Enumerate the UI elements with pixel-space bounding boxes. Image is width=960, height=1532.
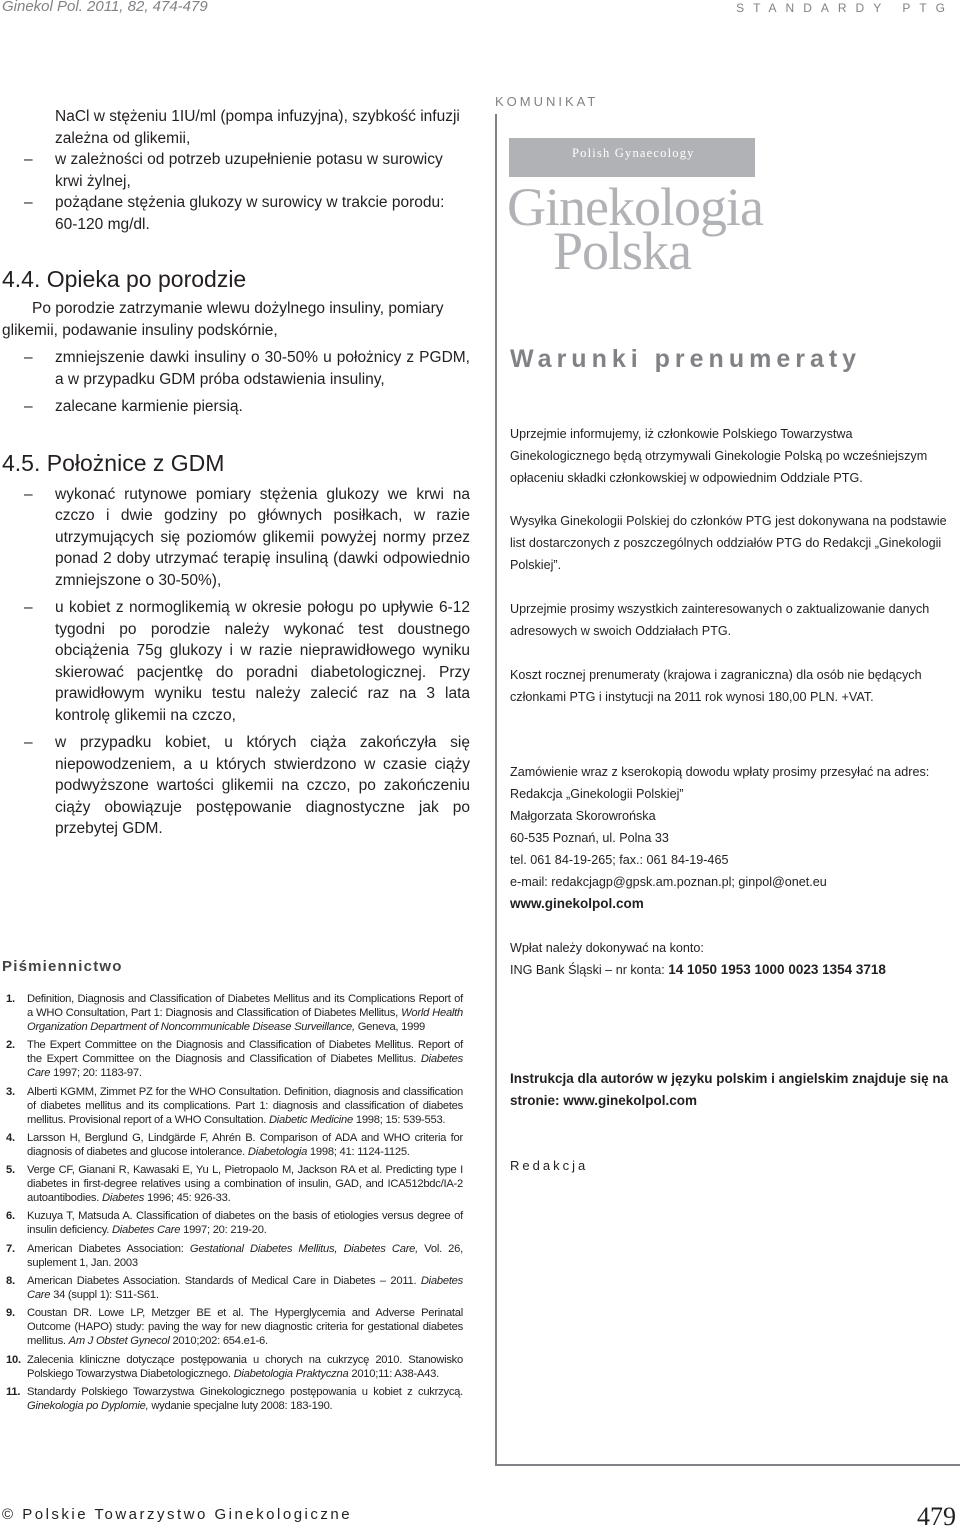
reference-item: 4. Larsson H, Berglund G, Lindgärde F, Ahrén B. Comparison of ADA and WHO criteria for diagnosis of diabetes and glucose intolerance. Diabetologia 1998; 41: 1124-1125. bbox=[6, 1131, 463, 1158]
references-list bbox=[0, 992, 463, 1417]
komunikat-label: KOMUNIKAT bbox=[495, 94, 599, 109]
phone-fax: tel. 061 84-19-265; fax.: 061 84-19-465 bbox=[510, 853, 729, 867]
author-instructions: Instrukcja dla autorów w języku polskim i angielskim znajduje się na stronie: www.ginekolpol.com bbox=[510, 1071, 949, 1108]
reference-item: 7. American Diabetes Association: Gestational Diabetes Mellitus, Diabetes Care, Vol. 26, suplement 1, Jan. 2003 bbox=[6, 1242, 463, 1269]
logo-title-2: Polska bbox=[553, 221, 692, 281]
reference-item: 1. Definition, Diagnosis and Classification of Diabetes Mellitus and its Complications Report of a WHO Consultation, Part 1: Diagnosis and Classification of Diabetes Mellitus, World Health Organization Department of Noncommunicable Disease Surveillance, Geneva, 1999 bbox=[6, 993, 463, 1033]
reference-item: 5. Verge CF, Gianani R, Kawasaki E, Yu L, Pietropaolo M, Jackson RA et al. Predicting type I diabetes in first-degree relatives using a combination of insulin, GAD, and ICA512bdc/IA-2 autoantibodies. Diabetes 1996; 45: 926-33. bbox=[6, 1164, 463, 1205]
bank-line bbox=[510, 959, 950, 981]
potas-item: – w zależności od potrzeb uzupełnienie potasu w surowicy krwi żylnej, bbox=[0, 149, 470, 192]
section-4-4-item: – zalecane karmienie piersią. bbox=[0, 396, 470, 418]
reference-number: 10. bbox=[6, 1353, 21, 1366]
website-link[interactable]: www.ginekolpol.com bbox=[510, 896, 644, 911]
section-4-4-intro: Po porodzie zatrzymanie wlewu dożylnego insuliny, pomiary glikemii, podawanie insuliny podskórnie, bbox=[2, 300, 444, 339]
payment-info bbox=[510, 937, 950, 981]
left-column bbox=[0, 106, 470, 840]
section-heading-4-5: 4.5. Położnice z GDM bbox=[2, 449, 225, 476]
section-4-4-item: – zmniejszenie dawki insuliny o 30-50% u położnicy z PGDM, a w przypadku GDM próba odstawienia insuliny, bbox=[0, 347, 470, 390]
reference-number: 4. bbox=[6, 1131, 15, 1144]
reference-item: 8. American Diabetes Association. Standards of Medical Care in Diabetes – 2011. Diabetes Care 34 (suppl 1): S11-S61. bbox=[6, 1275, 463, 1302]
subscription-p1: Uprzejmie informujemy, iż członkowie Polskiego Towarzystwa Ginekologicznego będą otrzymywali Ginekologie Polską po wcześniejszym opłaceniu składki członkowskiej w odpowiednim Oddziale PTG. bbox=[510, 427, 928, 485]
email-line[interactable]: e-mail: redakcjagp@gpsk.am.poznan.pl; ginpol@onet.eu bbox=[510, 875, 827, 889]
subscription-title: Warunki prenumeraty bbox=[510, 345, 862, 373]
logo-title: Ginekologia bbox=[507, 177, 763, 237]
reference-number: 2. bbox=[6, 1039, 15, 1052]
logo-subtitle: Polish Gynaecology bbox=[572, 146, 695, 160]
address-line: Małgorzata Skorowrońska bbox=[510, 809, 656, 823]
bank-label: ING Bank Śląski – nr konta: bbox=[510, 963, 669, 977]
subscription-p2: Wysyłka Ginekologii Polskiej do członków PTG jest dokonywana na podstawie list dostarczonych z poszczególnych oddziałów PTG do Redakcji „Ginekologii Polskiej”. bbox=[510, 514, 947, 572]
reference-number: 9. bbox=[6, 1307, 15, 1320]
reference-item: 2. The Expert Committee on the Diagnosis and Classification of Diabetes Mellitus. Report of the Expert Committee on the Diagnosis and Classification of Diabetes Mellitus. Diabetes Care 1997; 20: 1183-97. bbox=[6, 1039, 463, 1080]
glukoza-item: – pożądane stężenia glukozy w surowicy w trakcie porodu: 60-120 mg/dl. bbox=[0, 192, 470, 235]
page-number: 479 bbox=[917, 1502, 956, 1531]
reference-item: 11. Standardy Polskiego Towarzystwa Ginekologicznego postępowania u kobiet z cukrzycą. Ginekologia po Dyplomie, wydanie specjalne luty 2008: 183-190. bbox=[6, 1385, 463, 1412]
reference-number: 6. bbox=[6, 1210, 15, 1223]
section-4-5-item: – w przypadku kobiet, u których ciąża zakończyła się niepowodzeniem, a u których stwierdzono w czasie ciąży podwyższone wartości glikemii na czczo, po zakończeniu ciąży obowiązuje postępowanie diagnostyczne jak po przebytej GDM. bbox=[0, 732, 470, 840]
address-line: 60-535 Poznań, ul. Polna 33 bbox=[510, 831, 669, 845]
address-line: Redakcja „Ginekologii Polskiej” bbox=[510, 787, 684, 801]
reference-number: 7. bbox=[6, 1242, 15, 1255]
bank-account: 14 1050 1953 1000 0023 1354 3718 bbox=[668, 962, 886, 977]
nacl-line: NaCl w stężeniu 1IU/ml (pompa infuzyjna), szybkość infuzji zależna od glikemii, bbox=[55, 108, 460, 147]
reference-item: 3. Alberti KGMM, Zimmet PZ for the WHO Consultation. Definition, diagnosis and classification of diabetes mellitus and its complications. Part 1: diagnosis and classification of diabetes mellitus. Provisional report of a WHO Consultation. Diabetic Medicine 1998; 15: 539-553. bbox=[6, 1085, 463, 1126]
order-info bbox=[510, 761, 950, 915]
reference-number: 3. bbox=[6, 1085, 15, 1098]
subscription-p4: Koszt rocznej prenumeraty (krajowa i zagraniczna) dla osób nie będących członkami PTG i instytucji na 2011 rok wynosi 180,00 PLN. +VAT. bbox=[510, 668, 922, 704]
section-heading-4-4: 4.4. Opieka po porodzie bbox=[2, 266, 247, 292]
journal-citation: Ginekol Pol. 2011, 82, 474-479 bbox=[2, 0, 208, 15]
references-title: Piśmiennictwo bbox=[2, 958, 123, 975]
reference-number: 1. bbox=[6, 993, 15, 1005]
section-4-5-item: – u kobiet z normoglikemią w okresie połogu po upływie 6-12 tygodni po porodzie należy wykonać test doustnego obciążenia 75g glukozy i w razie nieprawidłowego wyniku skierować pacjentkę do poradni diabetologicznej. Przy prawidłowym wyniku testu należy zalecić raz na 3 lata kontrolę glikemii na czczo, bbox=[0, 597, 470, 726]
reference-number: 5. bbox=[6, 1164, 15, 1177]
reference-item: 10. Zalecenia kliniczne dotyczące postępowania u chorych na cukrzycę 2010. Stanowisko Polskiego Towarzystwa Diabetologicznego. Diabetologia Praktyczna 2010;11: A38-A43. bbox=[6, 1353, 463, 1380]
signature-redakcja: Redakcja bbox=[510, 1158, 589, 1173]
reference-number: 8. bbox=[6, 1275, 15, 1288]
order-text: Zamówienie wraz z kserokopią dowodu wpłaty prosimy przesyłać na adres: bbox=[510, 765, 930, 779]
subscription-p3: Uprzejmie prosimy wszystkich zainteresowanych o zaktualizowanie danych adresowych w swoich Oddziałach PTG. bbox=[510, 602, 930, 638]
reference-item: 9. Coustan DR. Lowe LP, Metzger BE et al. The Hyperglycemia and Adverse Perinatal Outcome (HAPO) study: paving the way for new diagnostic criteria for gestational diabetes mellitus. Am J Obstet Gynecol 2010;202: 654.e1-6. bbox=[6, 1307, 463, 1348]
section-label: STANDARDY PTG bbox=[736, 1, 954, 15]
footer-publisher: © Polskie Towarzystwo Ginekologiczne bbox=[2, 1506, 353, 1523]
section-4-5-item: – wykonać rutynowe pomiary stężenia glukozy we krwi na czczo i dwie godziny po głównych posiłkach, w razie utrzymujących się poziomów glikemii powyżej normy przez ponad 2 doby utrzymać terapię insuliną (dawki odpowiednio zmniejszone o 30-50%), bbox=[0, 484, 470, 592]
reference-item: 6. Kuzuya T, Matsuda A. Classification of diabetes on the basis of etiologies versus degree of insulin deficiency. Diabetes Care 1997; 20: 219-20. bbox=[6, 1210, 463, 1237]
reference-number: 11. bbox=[6, 1385, 21, 1398]
payment-text: Wpłat należy dokonywać na konto: bbox=[510, 941, 704, 955]
